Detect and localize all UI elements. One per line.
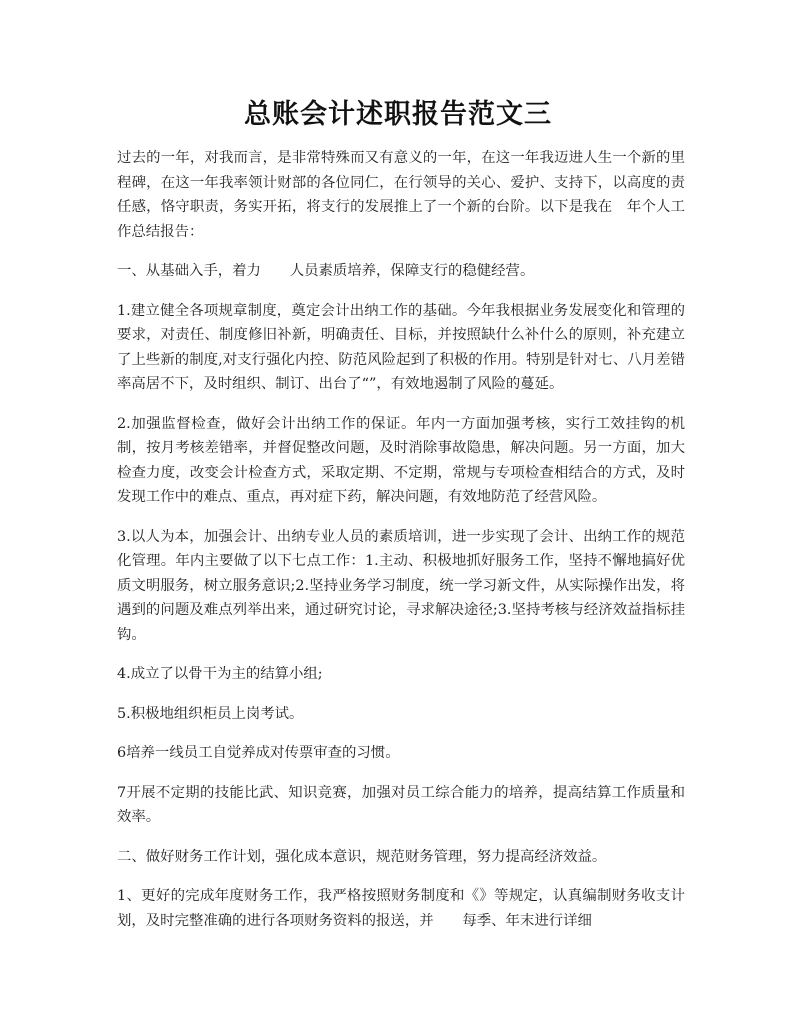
- paragraph-section2-item-1: 1、更好的完成年度财务工作，我严格按照财务制度和《》等规定，认真编制财务收支计划，及时完整准确的进行各项财务资料的报送，并 每季、年末进行详细: [117, 888, 685, 929]
- section-heading-2: 二、做好财务工作计划，强化成本意识，规范财务管理，努力提高经济效益。: [117, 848, 607, 865]
- paragraph-item-1: 1.建立健全各项规章制度，奠定会计出纳工作的基础。今年我根据业务发展变化和管理的要求，对责任、制度修旧补新，明确责任、目标，并按照缺什么补什么的原则，补充建立了上些新的制度,对支行强化内控、防范风险起到了积极的作用。特别是针对七、八月差错率高居不下，及时组织、制订、出台了“”，有效地遏制了风险的蔓延。: [117, 302, 685, 392]
- section-heading-1: 一、从基础入手，着力 人员素质培养，保障支行的稳健经营。: [117, 263, 535, 279]
- paragraph-item-3: 3.以人为本，加强会计、出纳专业人员的素质培训，进一步实现了会计、出纳工作的规范化管理。年内主要做了以下七点工作：1.主动、积极地抓好服务工作，坚持不懈地搞好优质文明服务，树立服务意识;2.坚持业务学习制度，统一学习新文件，从实际操作出发，将遇到的问题及难点列举出来，通过研究讨论，寻求解决途径;3.坚持考核与经济效益指标挂钩。: [117, 528, 685, 643]
- paragraph-item-4: 4.成立了以骨干为主的结算小组;: [117, 666, 323, 682]
- paragraph-item-5: 5.积极地组织柜员上岗考试。: [117, 705, 304, 722]
- paragraph-item-7: 7开展不定期的技能比武、知识竞赛，加强对员工综合能力的培养，提高结算工作质量和效率。: [117, 784, 685, 825]
- paragraph-item-6: 6培养一线员工自觉养成对传票审查的习惯。: [117, 745, 400, 761]
- document-title: 总账会计述职报告范文三: [244, 99, 552, 130]
- document-body: [117, 146, 685, 948]
- intro-paragraph: 过去的一年，对我而言，是非常特殊而又有意义的一年，在这一年我迈进人生一个新的里程碑，在这一年我率领计财部的各位同仁，在行领导的关心、爱护、支持下，以高度的责任感，恪守职责，务实开拓，将支行的发展推上了一个新的台阶。以下是我在 年个人工作总结报告：: [117, 150, 685, 240]
- paragraph-item-2: 2.加强监督检查，做好会计出纳工作的保证。年内一方面加强考核，实行工效挂钩的机制，按月考核差错率，并督促整改问题，及时消除事故隐患，解决问题。另一方面，加大检查力度，改变会计检查方式，采取定期、不定期，常规与专项检查相结合的方式，及时发现工作中的难点、重点，再对症下药，解决问题，有效地防范了经营风险。: [117, 415, 685, 505]
